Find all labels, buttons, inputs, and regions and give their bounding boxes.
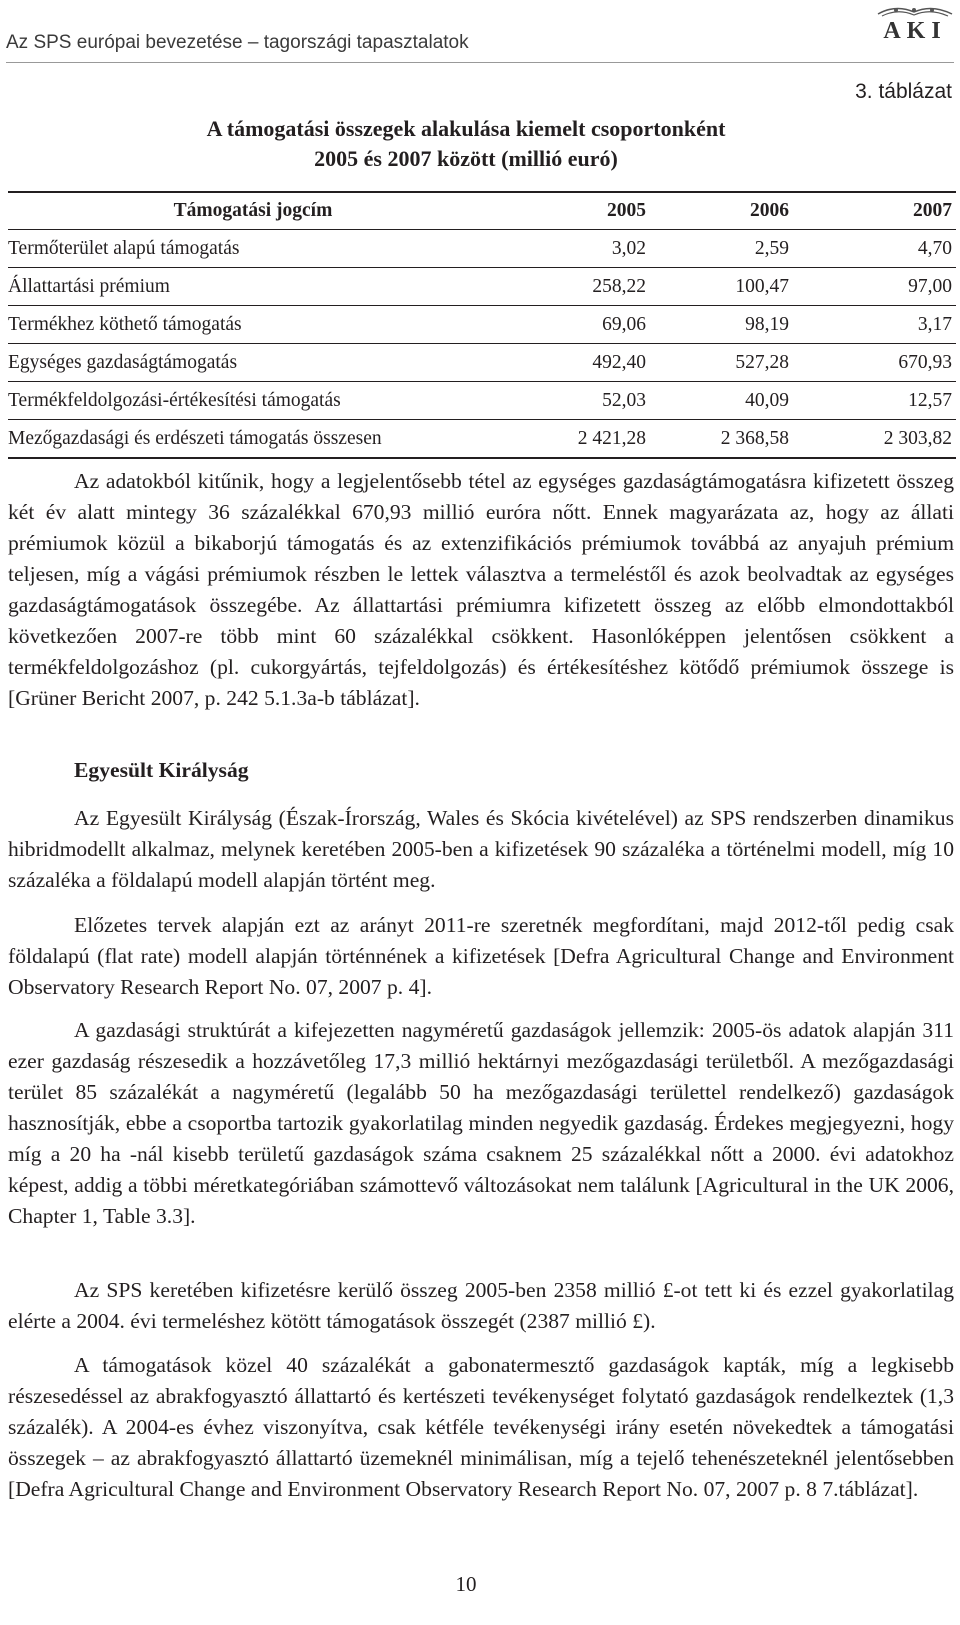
table-cell: 3,02 [498, 230, 650, 268]
column-header: 2007 [793, 192, 956, 230]
paragraph-text: Előzetes tervek alapján ezt az arányt 2011-re szeretnék megfordítani, majd 2012-től pedig csak földalapú (flat rate) modell alapján történnének a kifizetések [Defra Agricultural Change and Environment Observatory Research Report No. 07, 2007 p. 4]. [8, 913, 954, 999]
table-row [8, 382, 956, 420]
table-cell: Termőterület alapú támogatás [8, 230, 498, 268]
column-header: 2005 [498, 192, 650, 230]
table-row [8, 230, 956, 268]
table-cell: Termékfeldolgozási-értékesítési támogatás [8, 382, 498, 420]
table-cell: 40,09 [650, 382, 793, 420]
table-cell: 3,17 [793, 306, 956, 344]
table-cell: 100,47 [650, 268, 793, 306]
table-row [8, 306, 956, 344]
paragraph-text: A támogatások közel 40 százalékát a gabonatermesztő gazdaságok kapták, míg a legkisebb részesedéssel az abrakfogyasztó állattartó és kertészeti tevékenységet folytató gazdaságok rendelkeztek (1,3 százalék). A 2004-es évhez viszonyítva, csak kétféle tevékenységi irány esetén növekedtek a támogatási összegek – az abrakfogyasztó állattartó üzemeknél minimálisan, míg a tejelő tehenészeteknél jelentősebben [Defra Agricultural Change and Environment Observatory Research Report No. 07, 2007 p. 8 7.táblázat]. [8, 1353, 954, 1501]
header-divider [6, 62, 954, 63]
paragraph-sps-payments [8, 1275, 954, 1337]
paragraph-uk-hybrid-model [8, 803, 954, 896]
section-heading: Egyesült Királyság [74, 758, 249, 782]
table-row [8, 268, 956, 306]
table-cell: 97,00 [793, 268, 956, 306]
table-cell: 2,59 [650, 230, 793, 268]
table-cell: 69,06 [498, 306, 650, 344]
column-header: Támogatási jogcím [8, 192, 498, 230]
table-cell: 527,28 [650, 344, 793, 382]
table-cell: 98,19 [650, 306, 793, 344]
page-number: 10 [455, 1572, 477, 1596]
paragraph-future-plans [8, 910, 954, 1003]
table-cell: Állattartási prémium [8, 268, 498, 306]
paragraph-farm-structure [8, 1015, 954, 1232]
paragraph-text: A gazdasági struktúrát a kifejezetten nagyméretű gazdaságok jellemzik: 2005-ös adatok alapján 311 ezer gazdaság részesedik a hozzávetőleg 17,3 millió hektárnyi mezőgazdasági területből. A mezőgazdasági terület 85 százalékát a nagyméretű (legalább 50 ha mezőgazdasági területtel rendelkező) gazdaságok hasznosítják, ebbe a csoportba tartozik gyakorlatilag minden negyedik gazdaság. Érdekes megjegyezni, hogy míg a 20 ha -nál kisebb területű gazdaságok száma csaknem 25 százalékkal nőtt a 2000. évi adatokhoz képest, addig a többi méretkategóriában számottevő változásokat nem találunk [Agricultural in the UK 2006, Chapter 1, Table 3.3]. [8, 1018, 954, 1228]
table-cell: 258,22 [498, 268, 650, 306]
table-cell: Egységes gazdaságtámogatás [8, 344, 498, 382]
table-cell: 2 421,28 [498, 420, 650, 459]
table-cell: 4,70 [793, 230, 956, 268]
logo-text: AKI [883, 18, 947, 44]
table-title-line2: 2005 és 2007 között (millió euró) [314, 146, 618, 171]
paragraph-table-analysis [8, 466, 954, 714]
support-amounts-table [8, 191, 956, 459]
paragraph-text: Az SPS keretében kifizetésre kerülő összeg 2005-ben 2358 millió £-ot tett ki és ezzel gyakorlatilag elérte a 2004. évi termeléshez kötött támogatások összegét (2387 millió £). [8, 1278, 954, 1333]
table-row [8, 420, 956, 459]
running-header: Az SPS európai bevezetése – tagországi tapasztalatok [6, 32, 469, 53]
table-title [0, 114, 932, 174]
column-header: 2006 [650, 192, 793, 230]
table-row [8, 344, 956, 382]
table-cell: Mezőgazdasági és erdészeti támogatás összesen [8, 420, 498, 459]
paragraph-support-distribution [8, 1350, 954, 1505]
table-header-row [8, 192, 956, 230]
paragraph-text: Az Egyesült Királyság (Észak-Írország, Wales és Skócia kivételével) az SPS rendszerben dinamikus hibridmodellt alkalmaz, melynek keretében 2005-ben a kifizetések 90 százaléka a történelmi modell, míg 10 százaléka a földalapú modell alapján történt meg. [8, 806, 954, 892]
table-cell: Termékhez köthető támogatás [8, 306, 498, 344]
table-cell: 52,03 [498, 382, 650, 420]
table-title-line1: A támogatási összegek alakulása kiemelt csoportonként [206, 116, 726, 141]
aki-logo [876, 4, 954, 44]
table-label: 3. táblázat [855, 80, 952, 103]
table-cell: 492,40 [498, 344, 650, 382]
paragraph-text: Az adatokból kitűnik, hogy a legjelentősebb tétel az egységes gazdaságtámogatásra kifizetett összeg két év alatt mintegy 36 százalékkal 670,93 millió euróra nőtt. Ennek magyarázata az, hogy az állati prémiumok közül a bikaborjú támogatás és az extenzifikációs prémiumok továbbá az anyajuh prémium teljesen, míg a vágási prémiumok részben le lettek választva a termeléstől és azok beolvadtak az egységes gazdaságtámogatások összegébe. Az állattartási prémiumra kifizetett összeg az előbb elmondottakból következően 2007-re több mint 60 százalékkal csökkent. Hasonlóképpen jelentősen csökkent a termékfeldolgozáshoz (pl. cukorgyártás, tejfeldolgozás) és értékesítéshez kötődő prémiumok összege is [Grüner Bericht 2007, p. 242 5.1.3a-b táblázat]. [8, 469, 954, 710]
table-cell: 2 368,58 [650, 420, 793, 459]
table-cell: 12,57 [793, 382, 956, 420]
table-cell: 2 303,82 [793, 420, 956, 459]
table-cell: 670,93 [793, 344, 956, 382]
